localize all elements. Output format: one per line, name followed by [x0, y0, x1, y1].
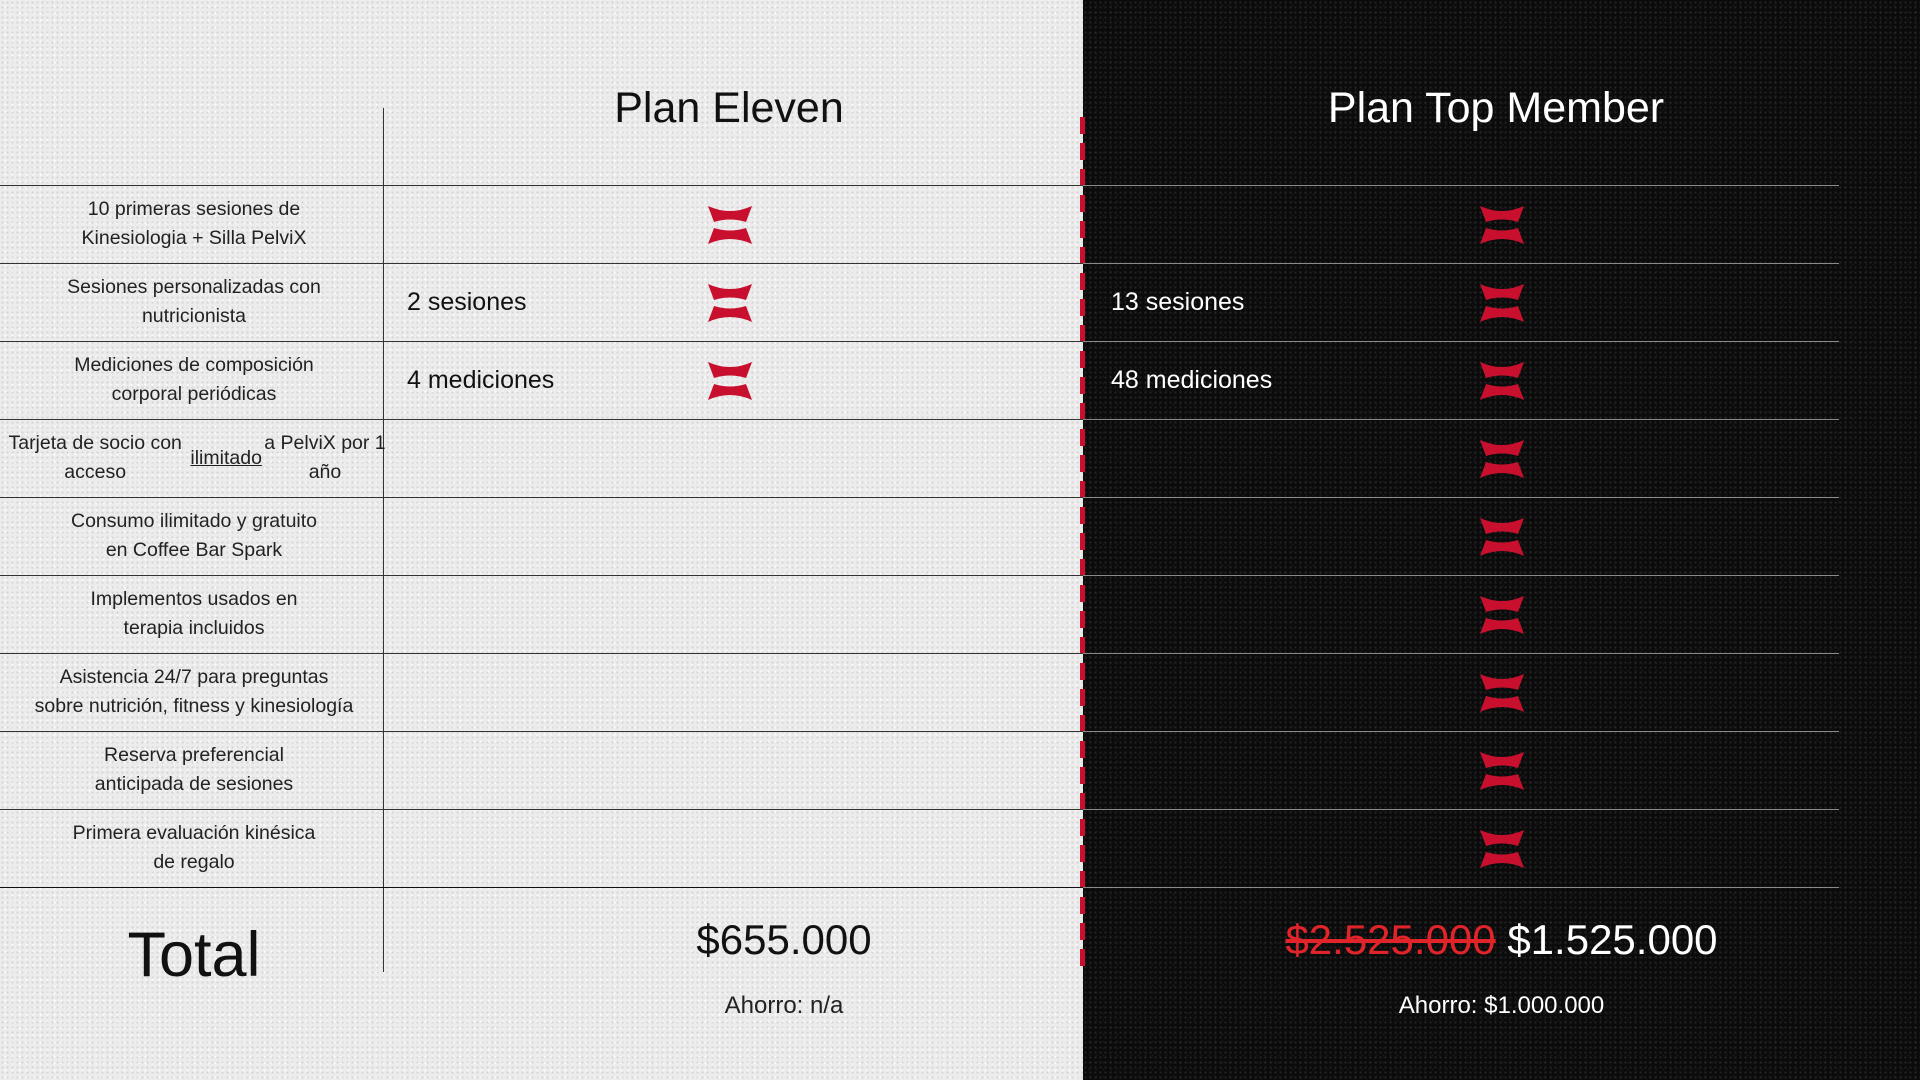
included-check-icon [1477, 826, 1527, 872]
feature-label: Consumo ilimitado y gratuito en Coffee Bar Spark [70, 510, 318, 561]
feature-label: Mediciones de composición corporal periódicas [74, 354, 314, 405]
feature-label: Reserva preferencial anticipada de sesiones [94, 744, 294, 795]
plan-top-title: Plan Top Member [1327, 84, 1665, 132]
feature-label: Implementos usados en terapia incluidos [90, 588, 298, 639]
feature-label: Primera evaluación kinésica de regalo [72, 822, 316, 873]
feature-label: 10 primeras sesiones de Kinesiologia + Silla PelviX [81, 198, 307, 249]
plan-eleven-quantity: 2 sesiones [407, 288, 527, 316]
feature-row [0, 653, 1920, 731]
feature-row [0, 731, 1920, 809]
plan-top-quantity: 48 mediciones [1111, 366, 1273, 394]
plan-top-quantity: 13 sesiones [1111, 288, 1245, 316]
included-check-icon [705, 280, 755, 326]
included-check-icon [1477, 280, 1527, 326]
included-check-icon [705, 202, 755, 248]
plan-top-new-price: $1.525.000 [1507, 916, 1718, 963]
included-check-icon [1477, 514, 1527, 560]
included-check-icon [1477, 202, 1527, 248]
feature-row [0, 575, 1920, 653]
feature-row [0, 263, 1920, 341]
plan-top-old-price: $2.525.000 [1285, 916, 1496, 963]
plan-eleven-title: Plan Eleven [614, 84, 844, 132]
plan-eleven-quantity: 4 mediciones [407, 366, 555, 394]
feature-row [0, 185, 1920, 263]
feature-row [0, 497, 1920, 575]
included-check-icon [705, 358, 755, 404]
included-check-icon [1477, 748, 1527, 794]
included-check-icon [1477, 358, 1527, 404]
feature-row [0, 341, 1920, 419]
row-divider [1083, 887, 1839, 888]
row-divider [0, 887, 1083, 888]
feature-label: Sesiones personalizadas con nutricionista [67, 276, 321, 327]
plan-top-savings: Ahorro: $1.000.000 [1398, 992, 1605, 1019]
included-check-icon [1477, 592, 1527, 638]
feature-row [0, 809, 1920, 887]
feature-label [0, 419, 388, 497]
total-label: Total [127, 920, 261, 990]
feature-label-emphasis: ilimitado [190, 446, 262, 469]
feature-label-part: a PelviX por 1 año [264, 432, 386, 483]
plan-top-price [1083, 912, 1920, 968]
included-check-icon [1477, 670, 1527, 716]
included-check-icon [1477, 436, 1527, 482]
plan-eleven-price: $655.000 [696, 916, 872, 963]
feature-row [0, 419, 1920, 497]
plan-eleven-savings: Ahorro: n/a [724, 992, 844, 1019]
feature-label-part: Tarjeta de socio con acceso [8, 432, 182, 483]
feature-label: Asistencia 24/7 para preguntas sobre nutrición, fitness y kinesiología [34, 666, 354, 717]
